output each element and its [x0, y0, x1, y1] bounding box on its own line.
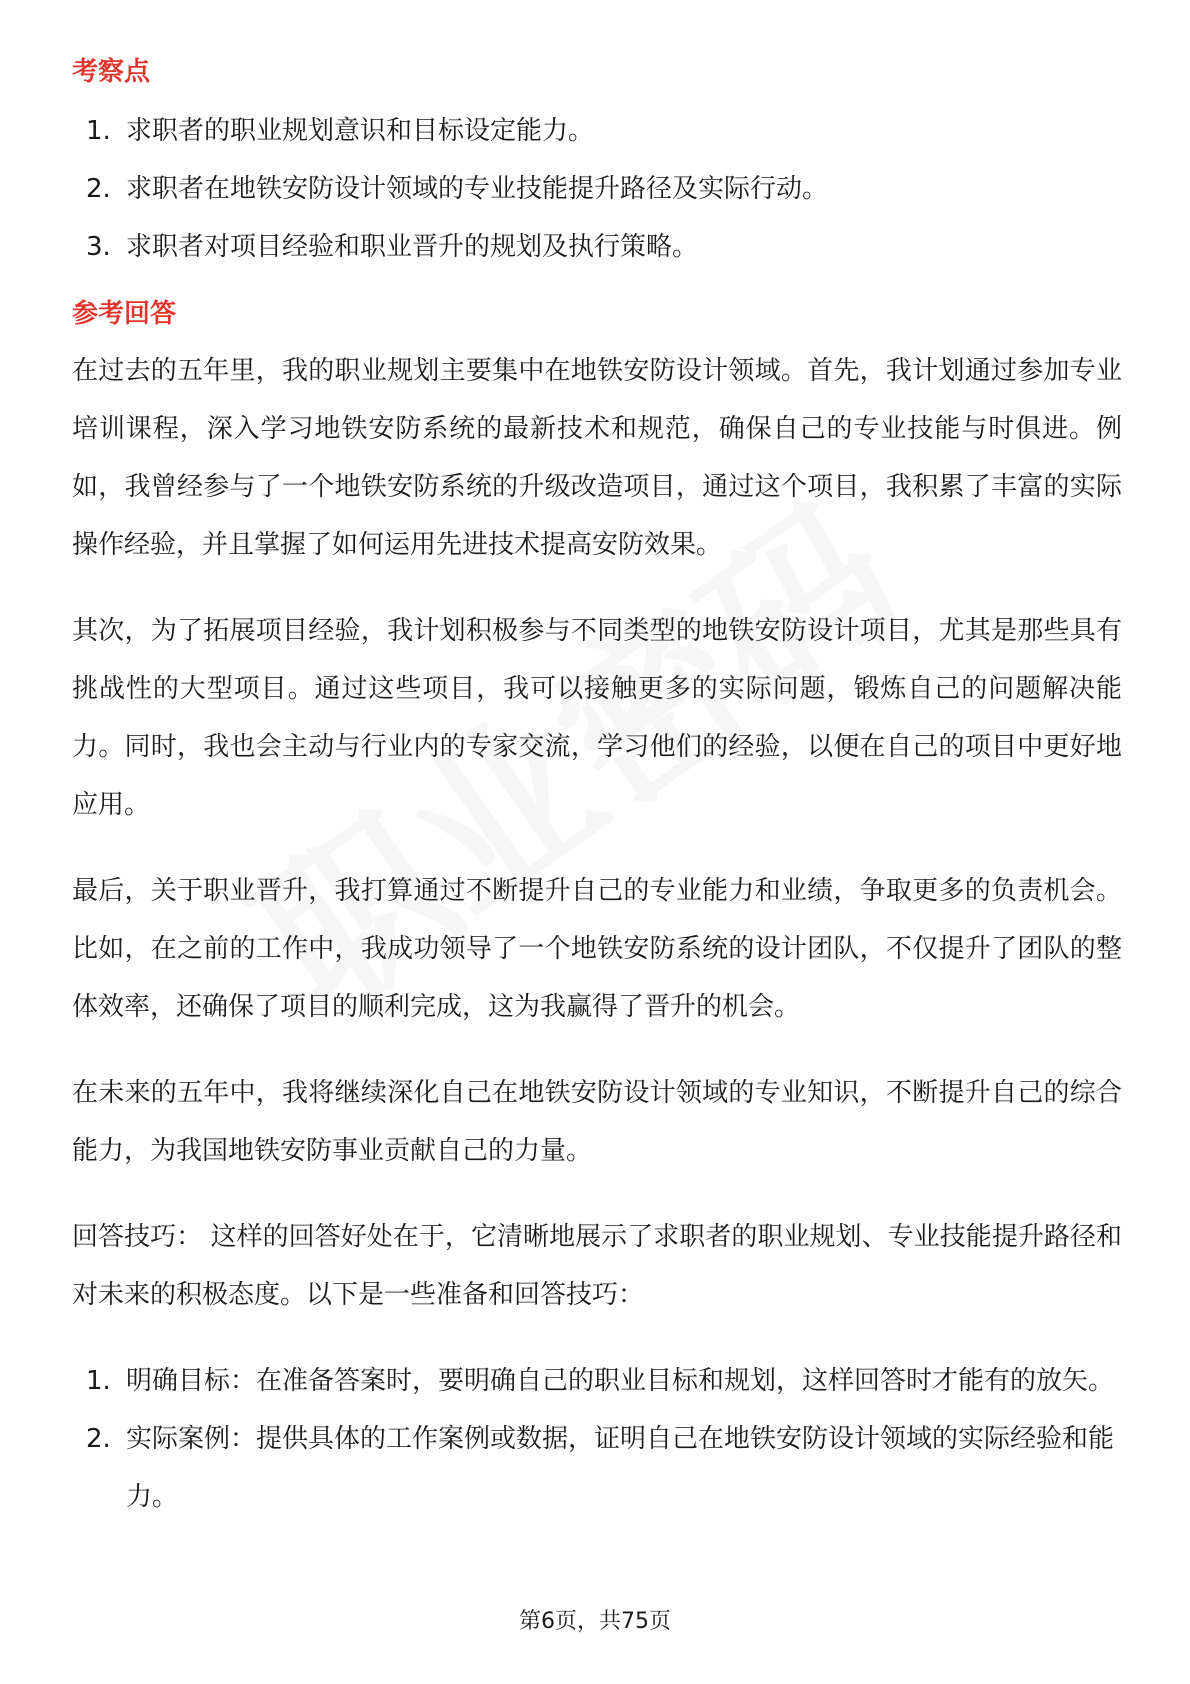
- page-indicator: 第6页，共75页: [519, 1609, 671, 1634]
- list-item-text: 明确目标：在准备答案时，要明确自己的职业目标和规划，这样回答时才能有的放矢。: [126, 1366, 1115, 1396]
- answer-heading: 参考回答: [72, 299, 177, 329]
- points-list: [72, 102, 1122, 276]
- list-number: 2.: [86, 1424, 111, 1454]
- list-item: [72, 160, 1122, 218]
- tips-intro-paragraph: 回答技巧： 这样的回答好处在于，它清晰地展示了求职者的职业规划、专业技能提升路径和对未来的积极态度。以下是一些准备和回答技巧：: [72, 1222, 1122, 1310]
- tips-list: [72, 1352, 1122, 1526]
- page-content: [72, 44, 1122, 1526]
- list-item: [72, 1352, 1122, 1410]
- list-item-text: 求职者在地铁安防设计领域的专业技能提升路径及实际行动。: [126, 174, 829, 204]
- list-item-text: 求职者对项目经验和职业晋升的规划及执行策略。: [126, 232, 699, 262]
- list-item-text: 求职者的职业规划意识和目标设定能力。: [126, 116, 595, 146]
- list-number: 2.: [86, 174, 111, 204]
- list-number: 1.: [86, 1366, 111, 1396]
- list-number: 1.: [86, 116, 111, 146]
- list-number: 3.: [86, 232, 111, 262]
- list-item: [72, 1410, 1122, 1526]
- points-heading: 考察点: [72, 57, 151, 87]
- answer-paragraph: 最后，关于职业晋升，我打算通过不断提升自己的专业能力和业绩，争取更多的负责机会。比如，在之前的工作中，我成功领导了一个地铁安防系统的设计团队，不仅提升了团队的整体效率，还确保了项目的顺利完成，这为我赢得了晋升的机会。: [72, 876, 1122, 1022]
- answer-paragraph: 在过去的五年里，我的职业规划主要集中在地铁安防设计领域。首先，我计划通过参加专业培训课程，深入学习地铁安防系统的最新技术和规范，确保自己的专业技能与时俱进。例如，我曾经参与了一个地铁安防系统的升级改造项目，通过这个项目，我积累了丰富的实际操作经验，并且掌握了如何运用先进技术提高安防效果。: [72, 356, 1122, 560]
- answer-paragraph: 在未来的五年中，我将继续深化自己在地铁安防设计领域的专业知识，不断提升自己的综合能力，为我国地铁安防事业贡献自己的力量。: [72, 1078, 1122, 1166]
- list-item: [72, 218, 1122, 276]
- list-item-text: 实际案例：提供具体的工作案例或数据，证明自己在地铁安防设计领域的实际经验和能力。: [126, 1424, 1115, 1512]
- list-item: [72, 102, 1122, 160]
- answer-paragraph: 其次，为了拓展项目经验，我计划积极参与不同类型的地铁安防设计项目，尤其是那些具有挑战性的大型项目。通过这些项目，我可以接触更多的实际问题，锻炼自己的问题解决能力。同时，我也会主动与行业内的专家交流，学习他们的经验，以便在自己的项目中更好地应用。: [72, 616, 1122, 820]
